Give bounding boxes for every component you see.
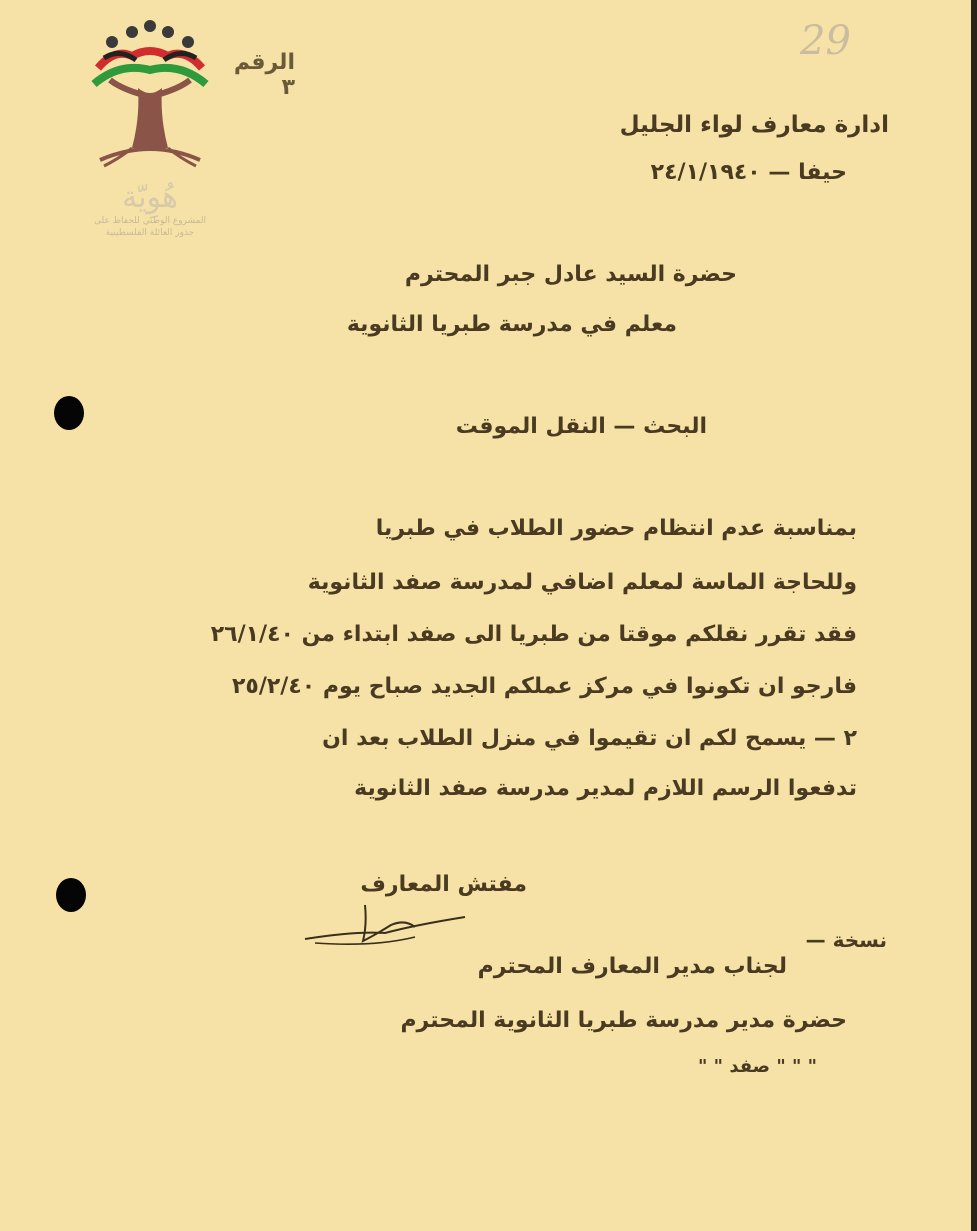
body-line-2: وللحاجة الماسة لمعلم اضافي لمدرسة صفد الثانوية: [307, 570, 857, 595]
punch-hole-top: [54, 396, 84, 430]
signatory-title: مفتش المعارف: [360, 872, 527, 897]
department-name: ادارة معارف لواء الجليل: [619, 112, 889, 138]
copy-recipient-3: " " " صفد " ": [698, 1056, 817, 1077]
body-line-6: تدفعوا الرسم اللازم لمدير مدرسة صفد الثانوية: [354, 776, 857, 801]
body-line-5: ٢ — يسمح لكم ان تقيموا في منزل الطلاب بعد ان: [322, 726, 857, 751]
copy-recipient-2: حضرة مدير مدرسة طبريا الثانوية المحترم: [400, 1008, 847, 1033]
page-number: 29: [800, 18, 851, 64]
copy-recipient-1: لجناب مدير المعارف المحترم: [477, 954, 787, 979]
logo-subtitle-1: المشروع الوطني للحفاظ على: [93, 216, 206, 226]
body-line-3: فقد تقرر نقلكم موقتا من طبريا الى صفد ابتداء من ٢٦/١/٤٠: [210, 622, 857, 647]
scan-edge: [971, 0, 977, 1231]
body-line-4: فارجو ان تكونوا في مركز عملكم الجديد صباح يوم ٢٥/٢/٤٠: [231, 674, 857, 699]
copies-label: نسخة —: [805, 928, 887, 952]
body-line-1: بمناسبة عدم انتظام حضور الطلاب في طبريا: [375, 516, 857, 541]
addressee-position: معلم في مدرسة طبريا الثانوية: [346, 312, 677, 337]
addressee-name: حضرة السيد عادل جبر المحترم: [404, 262, 737, 287]
punch-hole-bottom: [56, 878, 86, 912]
subject-line: البحث — النقل الموقت: [455, 414, 707, 439]
reference-number: الرقم ٣: [233, 50, 295, 100]
hawiya-logo: [80, 18, 220, 268]
logo-name: هُوِيّة: [122, 180, 178, 215]
family-tree-icon: [80, 18, 220, 178]
handwritten-signature: [295, 895, 475, 959]
place-date: حيفا — ٢٤/١/١٩٤٠: [650, 160, 847, 185]
logo-subtitle-2: جذور العائلة الفلسطينية: [105, 228, 195, 238]
